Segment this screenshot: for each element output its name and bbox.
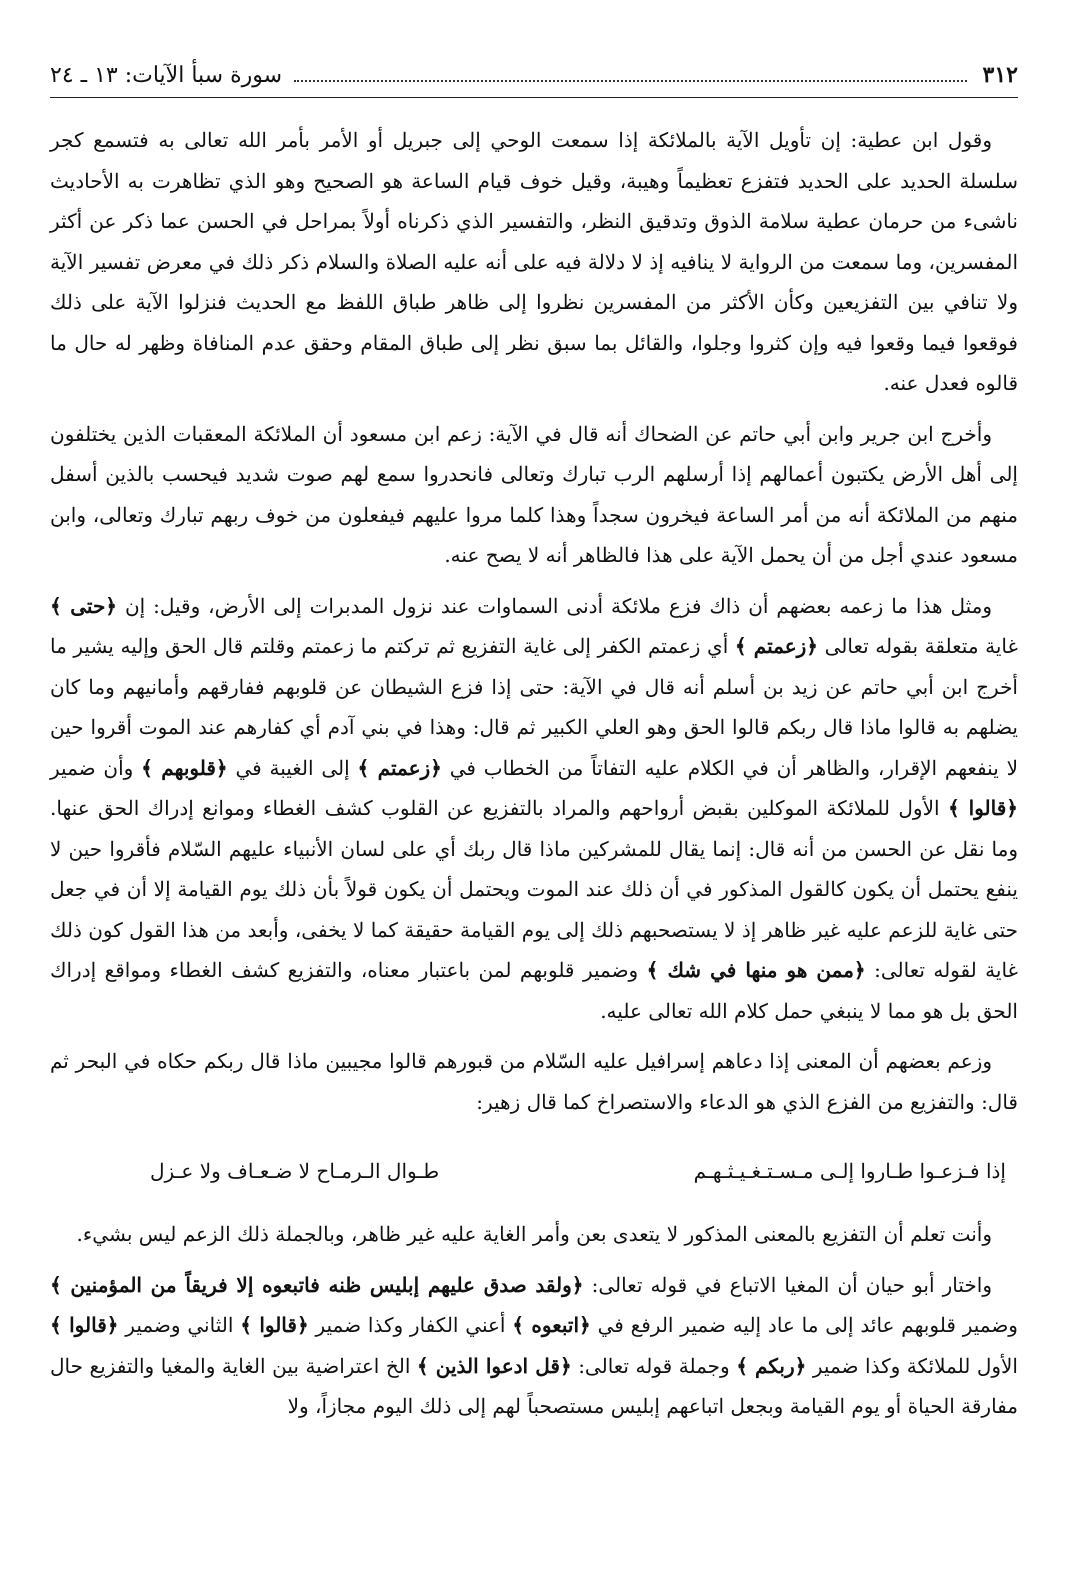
text-run: وجملة قوله تعالى: — [571, 1353, 737, 1378]
text-run: وضمير قلوبهم لمن باعتبار معناه، والتفزيع كشف الغطاء ومواقع إدراك الحق بل هو مما لا ينبغي حمل كلام الله تعالى عليه. — [50, 958, 1018, 1023]
quran-citation: ﴿حتى ﴾ — [50, 593, 118, 618]
paragraph — [50, 1265, 1018, 1427]
quran-citation: ﴿ممن هو منها في شك ﴾ — [646, 958, 866, 982]
quran-citation: ﴿زعمتم ﴾ — [734, 634, 819, 658]
text-run: إلى الغيبة في — [227, 755, 358, 780]
quran-citation: ﴿قالوا ﴾ — [50, 1313, 119, 1337]
running-header — [50, 58, 1018, 98]
text-run: أي زعمتم الكفر إلى غاية التفزيع ثم تركتم ما زعمتم وقلتم قال الحق وإليه يشير ما أخرج ابن أبي حاتم عن زيد بن أسلم أنه قال في الآية: حتى إذا فزع الشيطان عن قلوبهم ففارقهم وأمانيهم وما كان يضلهم به قالوا ماذا قال ربكم قالوا الحق وهو العلي الكبير ثم قال: وهذا في بني آدم أي كفارهم عند الموت أقروا حين لا ينفعهم الإقرار، والظاهر أن في الكلام عليه التفاتاً من الخطاب في — [50, 634, 1018, 780]
quran-citation: ﴿قل ادعوا الذين ﴾ — [416, 1353, 572, 1378]
paragraph — [50, 120, 1018, 404]
poem-second-hemistich: طـوال الـرمـاح لا ضـعـاف ولا عـزل — [150, 1159, 440, 1183]
quran-citation: ﴿قلوبهم ﴾ — [141, 755, 228, 780]
quran-citation: ﴿قالوا ﴾ — [947, 796, 1018, 820]
poem-verse — [50, 1132, 1018, 1214]
text-run: الخ اعتراضية بين الغاية والمغيا والتفزيع حال مفارقة الحياة أو يوم القيامة وبجعل اتباعهم إبليس مستصحباً لهم إلى ذلك اليوم مجازاً، ولا — [50, 1353, 1018, 1418]
page-number: ٣١٢ — [982, 62, 1018, 88]
text-run: وأخرج ابن جرير وابن أبي حاتم عن الضحاك أنه قال في الآية: زعم ابن مسعود أن الملائكة المعقبات الذين يختلفون إلى أهل الأرض يكتبون أعمالهم إذا أرسلهم الرب تبارك وتعالى فانحدروا سمع لهم صوت شديد فيحسب بالذين أسفل منهم من الملائكة أنه من أمر الساعة فيخرون سجداً وهذا كلما مروا عليهم فيفعلون من خوف ربهم تبارك وتعالى، وابن مسعود عندي أجل من أن يحمل الآية على هذا فالظاهر أنه لا يصح عنه. — [50, 421, 1018, 567]
text-run: وضمير قلوبهم عائد إلى ما عاد إليه ضمير الرفع في — [590, 1313, 1018, 1337]
text-run: ومثل هذا ما زعمه بعضهم أن ذاك فزع ملائكة أدنى السماوات عند نزول المدبرات إلى الأرض، وقيل: إن — [117, 593, 992, 618]
poem-first-hemistich: إذا فـزعـوا طـاروا إلـى مـسـتـغـيـثـهـم — [693, 1159, 1006, 1183]
text-run: غاية متعلقة بقوله تعالى — [818, 634, 1018, 658]
paragraph — [50, 586, 1018, 1032]
body-text-top — [50, 120, 1018, 1122]
text-run: الأول للملائكة وكذا ضمير — [806, 1353, 1018, 1378]
quran-citation: ﴿ولقد صدق عليهم إبليس ظنه فاتبعوه إلا فريقاً من المؤمنين ﴾ — [50, 1272, 584, 1297]
text-run: الأول للملائكة الموكلين بقبض أرواحهم والمراد بالتفزيع عن القلوب كشف الغطاء وموانع إدراك الحق عنها. وما نقل عن الحسن من أنه قال: إنما يقال للمشركين ماذا قال ربك أي على لسان الأنبياء عليهم السّلام فأقروا حين لا ينفع يحتمل أن يكون كالقول المذكور في أن ذلك عند الموت ويحتمل أن يكون قولاً بأن ذلك يوم القيامة إلا أن في جعل حتى غاية للزعم عليه غير ظاهر إذ لا يستصحبهم ذلك إلى يوم القيامة حقيقة كما لا يخفى، وأبعد من هذا القول كون ذلك غاية لقوله تعالى: — [50, 796, 1019, 982]
paragraph — [50, 1041, 1018, 1122]
text-run: وأنت تعلم أن التفزيع بالمعنى المذكور لا يتعدى بعن وأمر الغاية عليه غير ظاهر، وبالجملة ذلك الزعم ليس بشيء. — [76, 1222, 992, 1246]
text-run: وقول ابن عطية: إن تأويل الآية بالملائكة إذا سمعت الوحي إلى جبريل أو الأمر بأمر الله تعالى به فتسمع كجر سلسلة الحديد على الحديد فتفزع تعظيماً وهيبة، وقيل خوف قيام الساعة هو الصحيح وهو الذي تظاهرت به الأحاديث ناشىء من حرمان عطية سلامة الذوق وتدقيق النظر، والتفسير الذي ذكرناه أولاً بمراحل في الحسن عما ذكر عن أكثر المفسرين، وما سمعت من الرواية لا ينافيه إذ لا دلالة فيه على أنه عليه الصلاة والسلام ذكر ذلك في معرض تفسير الآية ولا تنافي بين التفزيعين وكأن الأكثر من المفسرين نظروا إلى ظاهر طباق اللفظ مع الحديث فنزلوا الآية على ذلك فوقعوا فيما وقعوا فيه وإن كثروا وجلوا، والقائل بما سبق نظر إلى طباق المقام وحقق عدم المنافاة وظهر له حال ما قالوه فعدل عنه. — [50, 128, 1018, 395]
chapter-title: سورة سبأ الآيات: ١٣ ـ ٢٤ — [50, 63, 283, 88]
text-run: أعني الكفار وكذا ضمير — [308, 1313, 513, 1337]
body-text-bottom — [50, 1214, 1018, 1427]
text-run: وأن ضمير — [50, 755, 142, 780]
paragraph — [50, 1214, 1018, 1255]
text-run: وزعم بعضهم أن المعنى إذا دعاهم إسرافيل عليه السّلام من قبورهم قالوا مجيبين ماذا قال ربكم حكاه في البحر ثم قال: والتفزيع من الفزع الذي هو الدعاء والاستصراخ كما قال زهير: — [50, 1049, 1018, 1114]
text-run: الثاني وضمير — [118, 1313, 241, 1337]
header-leader-dots — [294, 80, 967, 82]
quran-citation: ﴿زعمتم ﴾ — [357, 755, 442, 780]
paragraph — [50, 414, 1018, 576]
quran-citation: ﴿ربكم ﴾ — [736, 1353, 807, 1378]
quran-citation: ﴿اتبعوه ﴾ — [512, 1313, 591, 1337]
text-run: واختار أبو حيان أن المغيا الاتباع في قوله تعالى: — [583, 1272, 992, 1297]
quran-citation: ﴿قالوا ﴾ — [240, 1313, 309, 1337]
